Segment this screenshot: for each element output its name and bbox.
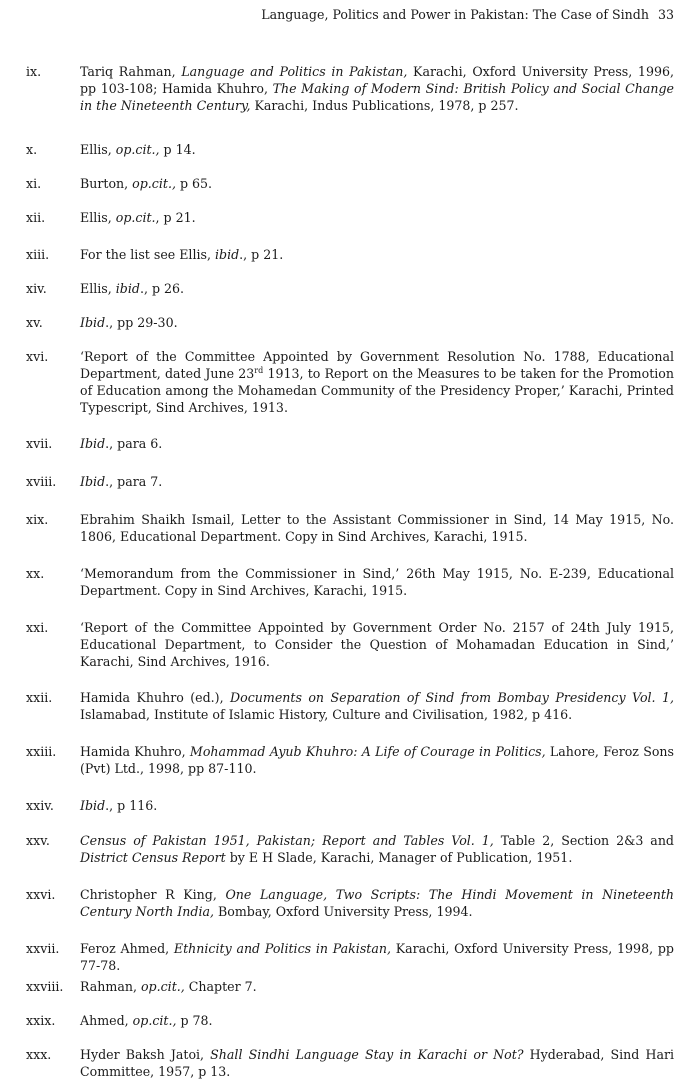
- endnote-number: xxii.: [26, 690, 53, 705]
- citation-text: ., para 7.: [105, 474, 163, 489]
- italic-title: Ibid: [80, 436, 106, 451]
- citation-text: ., para 6.: [105, 436, 163, 451]
- endnote-text: [80, 886, 674, 920]
- endnote-number: xiv.: [26, 281, 47, 296]
- citation-text: ‘Report of the Committee Appointed by Government Order No. 2157 of 24th July 1915, Educational Department, to Consider the Question of Mohamadan Education in Sind,’ Karachi, Sind Archives, 1916.: [80, 620, 674, 669]
- endnote-text: [80, 940, 674, 974]
- citation-text: ‘Memorandum from the Commissioner in Sind,’ 26th May 1915, No. E-239, Educational Department. Copy in Sind Archives, Karachi, 1915.: [80, 566, 674, 598]
- endnote-text: [80, 141, 674, 158]
- citation-text: p 65.: [175, 176, 213, 191]
- endnote-number: xx.: [26, 566, 45, 581]
- endnote-number: xxvi.: [26, 887, 56, 902]
- endnote-number: xi.: [26, 176, 42, 191]
- endnote-text: [80, 246, 674, 263]
- endnote-number: xvii.: [26, 436, 53, 451]
- endnote-text: [80, 511, 674, 545]
- endnote-number: xxvii.: [26, 941, 60, 956]
- endnote-text: [80, 314, 674, 331]
- citation-text: Lahore, Feroz Sons (Pvt) Ltd., 1998, pp 87-110.: [80, 744, 674, 776]
- citation-text: ., p 116.: [105, 798, 158, 813]
- citation-text: Ebrahim Shaikh Ismail, Letter to the Assistant Commissioner in Sind, 14 May 1915, No. 1806, Educational Department. Copy in Sind Archives, Karachi, 1915.: [80, 512, 674, 544]
- endnote-number: xxiii.: [26, 744, 57, 759]
- endnote-text: [80, 473, 674, 490]
- citation-text: ., pp 29-30.: [105, 315, 178, 330]
- citation-text: 1913, to Report on the Measures to be taken for the Promotion of Education among the Mohamedan Community of the Presidency Proper,’ Karachi, Printed Typescript, Sind Archives, 1913.: [80, 366, 674, 415]
- citation-text: , p 21.: [155, 210, 196, 225]
- italic-title: The Making of Modern Sind: British Policy and Social Change in the Nineteenth Century,: [80, 81, 674, 113]
- italic-title: ibid: [115, 281, 140, 296]
- endnote-text: [80, 978, 674, 995]
- endnote-text: [80, 832, 674, 866]
- italic-title: op.cit.,: [140, 979, 185, 994]
- citation-text: p 14.: [159, 142, 196, 157]
- citation-text: Karachi, Oxford University Press, 1996, pp 103-108; Hamida Khuhro,: [80, 64, 674, 96]
- running-header-title: Language, Politics and Power in Pakistan: The Case of Sindh: [261, 7, 649, 22]
- italic-title: District Census Report: [80, 850, 226, 865]
- page-number: 33: [657, 7, 674, 22]
- endnote-text: [80, 743, 674, 777]
- endnote-number: xxv.: [26, 833, 50, 848]
- citation-text: Table 2, Section 2&3 and: [493, 833, 674, 848]
- endnote-number: xiii.: [26, 247, 50, 262]
- citation-text: Bombay, Oxford University Press, 1994.: [214, 904, 473, 919]
- italic-title: op.cit.,: [132, 1013, 177, 1028]
- citation-text: Hamida Khuhro,: [80, 744, 190, 759]
- endnote-number: xxix.: [26, 1013, 56, 1028]
- endnote-text: [80, 565, 674, 599]
- italic-title: Language and Politics in Pakistan,: [181, 64, 408, 79]
- endnote-text: [80, 209, 674, 226]
- endnote-number: xix.: [26, 512, 49, 527]
- endnote-text: [80, 797, 674, 814]
- citation-text: ‘Report of the Committee Appointed by Government Resolution No. 1788, Educational Department, dated June 23: [80, 349, 674, 381]
- citation-text: Hamida Khuhro (ed.),: [80, 690, 231, 705]
- citation-text: ., p 26.: [139, 281, 185, 296]
- italic-title: One Language, Two Scripts: The Hindi Movement in Nineteenth Century North India,: [80, 887, 674, 919]
- citation-text: Rahman,: [80, 979, 141, 994]
- endnote-text: [80, 63, 674, 114]
- citation-text: by E H Slade, Karachi, Manager of Publication, 1951.: [225, 850, 573, 865]
- italic-title: Ibid: [80, 474, 106, 489]
- endnote-number: xvi.: [26, 349, 49, 364]
- endnote-number: xxx.: [26, 1047, 52, 1062]
- citation-text: Chapter 7.: [184, 979, 257, 994]
- italic-title: Shall Sindhi Language Stay in Karachi or Not?: [210, 1047, 524, 1062]
- italic-title: op.cit.,: [115, 142, 160, 157]
- endnote-number: xxiv.: [26, 798, 54, 813]
- endnote-text: [80, 619, 674, 670]
- italic-title: Ibid: [80, 315, 106, 330]
- italic-title: Census of Pakistan 1951, Pakistan; Report and Tables Vol. 1,: [80, 833, 494, 848]
- citation-text: p 78.: [176, 1013, 213, 1028]
- running-header: [261, 7, 674, 22]
- citation-text: Ellis,: [80, 281, 116, 296]
- endnote-number: xii.: [26, 210, 46, 225]
- citation-text: Feroz Ahmed,: [80, 941, 174, 956]
- citation-text: Hyderabad, Sind Hari Committee, 1957, p 13.: [80, 1047, 674, 1079]
- citation-text: Tariq Rahman,: [80, 64, 182, 79]
- endnote-text: [80, 435, 674, 452]
- endnote-text: [80, 1012, 674, 1029]
- citation-text: Hyder Baksh Jatoi,: [80, 1047, 211, 1062]
- italic-title: Documents on Separation of Sind from Bombay Presidency Vol. 1,: [230, 690, 675, 705]
- endnote-number: xxviii.: [26, 979, 64, 994]
- endnote-number: ix.: [26, 64, 42, 79]
- citation-text: Christopher R King,: [80, 887, 226, 902]
- endnote-text: [80, 689, 674, 723]
- citation-text: Karachi, Oxford University Press, 1998, pp 77-78.: [80, 941, 674, 973]
- italic-title: ibid: [214, 247, 240, 262]
- endnote-text: [80, 348, 674, 416]
- endnote-text: [80, 1046, 674, 1080]
- endnote-number: xv.: [26, 315, 43, 330]
- italic-title: Ethnicity and Politics in Pakistan,: [173, 941, 391, 956]
- citation-text: Ellis,: [80, 210, 116, 225]
- superscript: rd: [254, 365, 264, 375]
- endnote-number: x.: [26, 142, 38, 157]
- italic-title: op.cit.,: [132, 176, 176, 191]
- citation-text: Islamabad, Institute of Islamic History, Culture and Civilisation, 1982, p 416.: [80, 707, 573, 722]
- endnote-number: xxi.: [26, 620, 49, 635]
- citation-text: ., p 21.: [239, 247, 284, 262]
- endnote-text: [80, 280, 674, 297]
- citation-text: Ahmed,: [80, 1013, 133, 1028]
- italic-title: Mohammad Ayub Khuhro: A Life of Courage in Politics,: [189, 744, 546, 759]
- italic-title: op.cit.: [115, 210, 156, 225]
- italic-title: Ibid: [80, 798, 106, 813]
- endnote-number: xviii.: [26, 474, 57, 489]
- citation-text: Burton,: [80, 176, 133, 191]
- endnote-text: [80, 175, 674, 192]
- citation-text: Karachi, Indus Publications, 1978, p 257.: [250, 98, 519, 113]
- citation-text: For the list see Ellis,: [80, 247, 215, 262]
- citation-text: Ellis,: [80, 142, 116, 157]
